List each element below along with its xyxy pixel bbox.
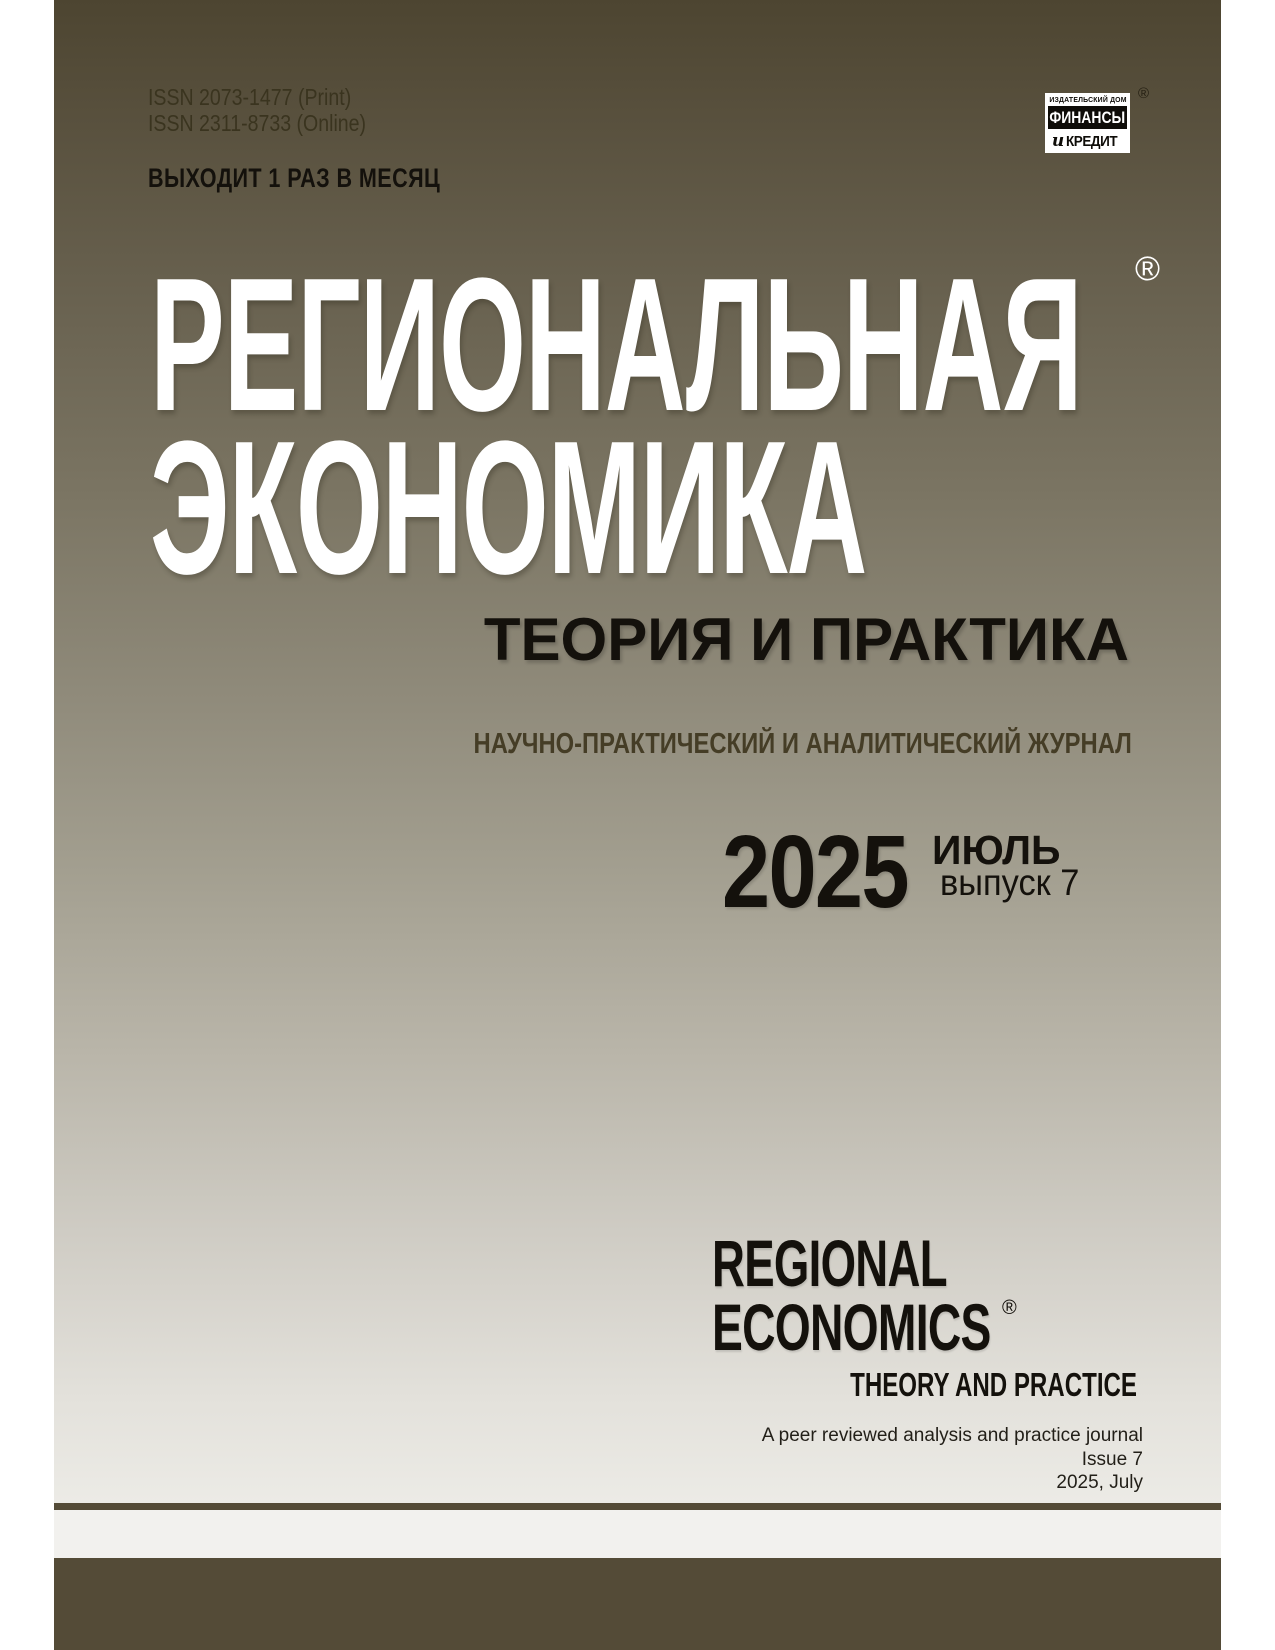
- journal-subtitle-en: THEORY AND PRACTICE: [850, 1366, 1137, 1403]
- journal-type-note: НАУЧНО-ПРАКТИЧЕСКИЙ И АНАЛИТИЧЕСКИЙ ЖУРНАЛ: [473, 728, 1132, 760]
- divider-band-thin: [54, 1503, 1221, 1510]
- title-registered-mark-icon: ®: [1135, 250, 1161, 288]
- journal-title-en-line1: REGIONAL: [712, 1226, 947, 1300]
- publisher-registered-mark-icon: ®: [1138, 85, 1150, 102]
- publisher-logo: [1045, 93, 1130, 153]
- publisher-logo-bottom-row: [1052, 131, 1123, 151]
- frequency-note: ВЫХОДИТ 1 РАЗ В МЕСЯЦ: [148, 163, 441, 193]
- journal-title-en-line2: ECONOMICS: [712, 1290, 991, 1364]
- journal-info-en-line2: Issue 7: [1081, 1448, 1143, 1470]
- journal-title-ru-line1: РЕГИОНАЛЬНАЯ: [150, 239, 1082, 451]
- footer-light-strip: [54, 1510, 1221, 1558]
- issue-month: ИЮЛЬ: [932, 827, 1061, 873]
- cover-art-area: [54, 0, 1221, 1650]
- issue-number: выпуск 7: [940, 862, 1080, 903]
- publisher-logo-name: ФИНАНСЫ: [1049, 107, 1126, 127]
- publisher-logo-name-band: [1048, 106, 1127, 129]
- issn-online-label: ISSN 2311-8733 (Online): [148, 110, 367, 136]
- issue-year: 2025: [722, 814, 908, 929]
- journal-title-ru-line2: ЭКОНОМИКА: [150, 402, 867, 614]
- publisher-logo-credit: КРЕДИТ: [1066, 133, 1118, 150]
- journal-info-en-line1: A peer reviewed analysis and practice journal: [761, 1425, 1143, 1446]
- journal-info-en-block: [762, 1424, 1143, 1495]
- journal-subtitle-ru: ТЕОРИЯ И ПРАКТИКА: [483, 606, 1129, 673]
- publisher-logo-top-label: ИЗДАТЕЛЬСКИЙ ДОМ: [1048, 95, 1127, 104]
- publisher-logo-and: и: [1051, 131, 1065, 151]
- issn-print-label: ISSN 2073-1477 (Print): [148, 84, 352, 110]
- footer-band: [54, 1558, 1221, 1650]
- journal-info-en-line3: 2025, July: [1056, 1472, 1143, 1493]
- issn-block: [148, 84, 366, 136]
- en-title-registered-mark-icon: ®: [1002, 1297, 1017, 1319]
